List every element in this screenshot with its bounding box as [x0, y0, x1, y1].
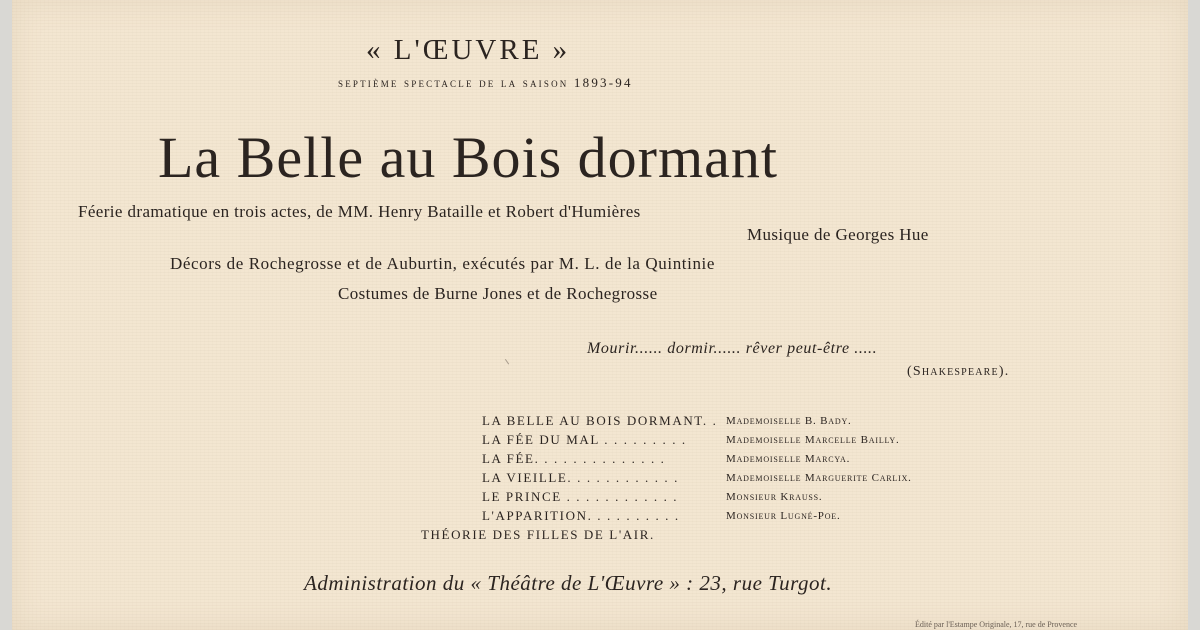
season-subtitle: septième spectacle de la saison 1893-94 — [338, 75, 633, 90]
cast-actor: Mademoiselle B. Bady. — [726, 415, 852, 427]
printer-note: Édité par l'Estampe Originale, 17, rue de Provence — [915, 620, 1078, 629]
cast-role: LE PRINCE . . . . . . . . . . . . — [482, 489, 679, 504]
cast-actor: Monsieur Krauss. — [726, 491, 823, 503]
organization-title: « L'ŒUVRE » — [366, 34, 571, 66]
cast-role: LA FÉE DU MAL . . . . . . . . . — [482, 432, 687, 447]
cast-role: THÉORIE DES FILLES DE L'AIR. — [421, 527, 655, 542]
cast-actor: Monsieur Lugné-Poe. — [726, 510, 841, 522]
music-credit: Musique de Georges Hue — [747, 225, 929, 244]
costumes-credit: Costumes de Burne Jones et de Rochegrosse — [338, 284, 658, 303]
administration-address: Administration du « Théâtre de L'Œuvre » : 23, rue Turgot. — [304, 571, 833, 595]
paper-mark — [505, 356, 514, 365]
cast-actor: Mademoiselle Marcya. — [726, 453, 851, 465]
cast-actor: Mademoiselle Marguerite Carlix. — [726, 472, 912, 484]
epigraph-quote: Mourir...... dormir...... rêver peut-être ..... — [587, 340, 878, 357]
cast-role: LA VIEILLE. . . . . . . . . . . . — [482, 470, 679, 485]
program-sheet — [12, 0, 1188, 630]
decor-credit: Décors de Rochegrosse et de Auburtin, exécutés par M. L. de la Quintinie — [170, 254, 716, 273]
epigraph-attribution: (Shakespeare). — [907, 364, 1010, 379]
cast-role: LA FÉE. . . . . . . . . . . . . . — [482, 451, 666, 466]
play-title: La Belle au Bois dormant — [158, 125, 778, 190]
authors-credit: Féerie dramatique en trois actes, de MM. Henry Bataille et Robert d'Humières — [78, 202, 641, 221]
cast-role: LA BELLE AU BOIS DORMANT. . — [482, 413, 718, 428]
cast-actor: Mademoiselle Marcelle Bailly. — [726, 434, 900, 446]
cast-role: L'APPARITION. . . . . . . . . . — [482, 508, 680, 523]
